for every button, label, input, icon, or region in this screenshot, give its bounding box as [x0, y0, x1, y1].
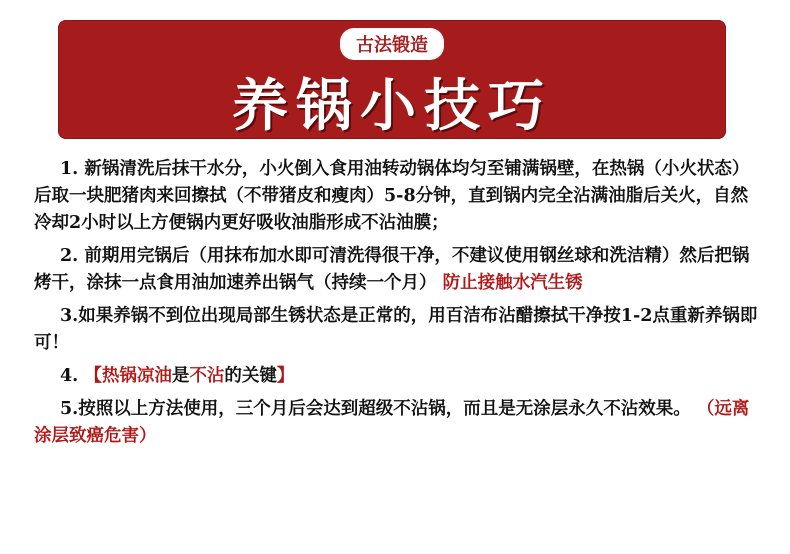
tip-3-text: 3.如果养锅不到位出现局部生锈状态是正常的，用百洁布沾醋擦拭干净按1-2点重新养锅即可！ — [34, 306, 758, 353]
tip-item-5 — [34, 396, 764, 450]
title-banner — [58, 20, 726, 139]
tip-4-highlight-1: 热锅凉油 — [101, 366, 172, 386]
page-title: 养锅小技巧 — [232, 74, 552, 139]
tip-1-text: 1. 新锅清洗后抹干水分，小火倒入食用油转动锅体均匀至铺满锅壁，在热锅（小火状态）后取一块肥猪肉来回擦拭（不带猪皮和瘦肉）5-8分钟，直到锅内完全沾满油脂后关火，自然冷却2小时以上方便锅内更好吸收油脂形成不沾油膜； — [34, 159, 750, 233]
tip-4-prefix: 4. — [60, 366, 79, 386]
badge-label: 古法锻造 — [340, 28, 444, 60]
tip-4-bracket-close: 】 — [276, 366, 295, 386]
tip-2-warning: 防止接触水汽生锈 — [442, 273, 583, 293]
tips-list — [34, 156, 764, 456]
tip-4-mid: 是 — [171, 366, 190, 386]
tip-5-text: 5.按照以上方法使用，三个月后会达到超级不沾锅，而且是无涂层永久不沾效果。 — [60, 399, 691, 419]
tip-4-bracket-open: 【 — [84, 366, 102, 386]
tip-item-1 — [34, 156, 764, 237]
tip-4-tail: 的关键 — [224, 366, 277, 386]
tip-2-text: 2. 前期用完锅后（用抹布加水即可清洗得很干净，不建议使用钢丝球和洗洁精）然后把锅烤干，涂抹一点食用油加速养出锅气（持续一个月） — [34, 246, 750, 293]
tip-5-warning: （远离涂层致癌危害） — [34, 399, 750, 446]
tip-item-2 — [34, 243, 764, 297]
tip-item-3 — [34, 303, 764, 357]
tip-item-4 — [34, 363, 764, 390]
tip-4-highlight-2: 不沾 — [189, 366, 225, 386]
